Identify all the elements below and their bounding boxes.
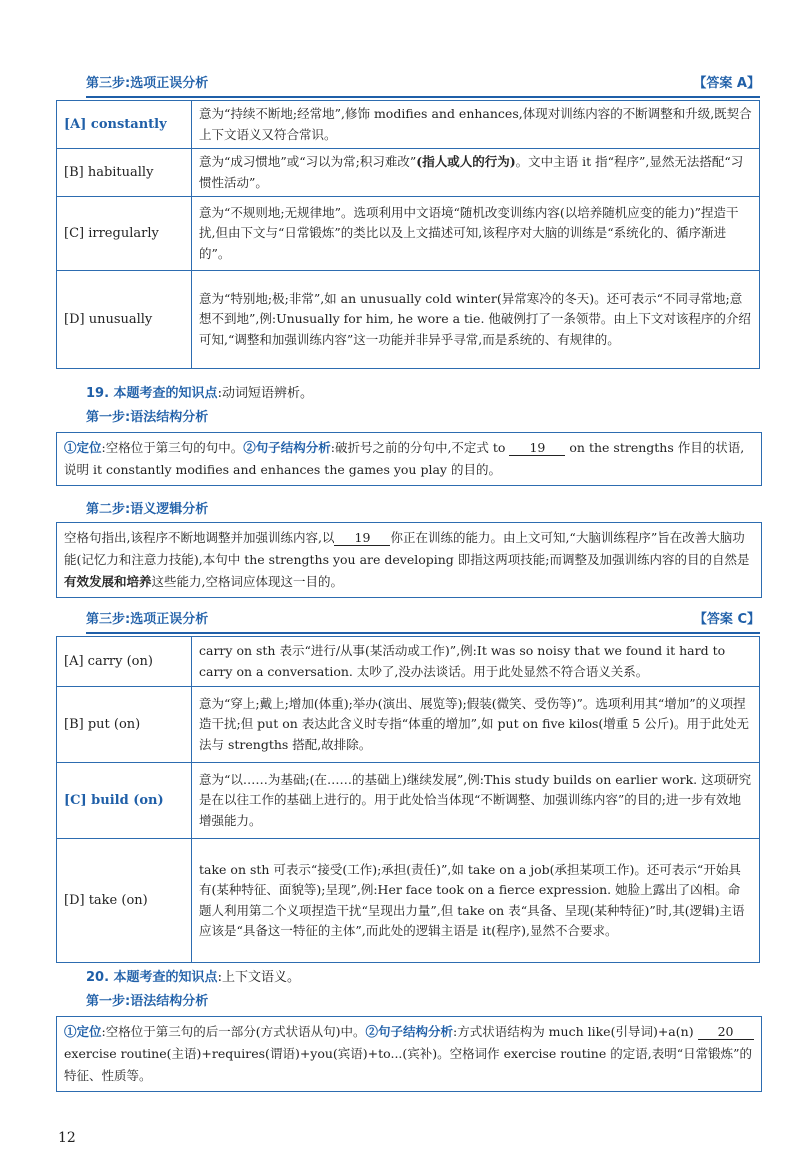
option-desc: 意为“不规则地;无规律地”。选项利用中文语境“随机改变训练内容(以培养随机应变的能力)”捏造干扰,但由下文与“日常锻炼”的类比以及上文描述可知,该程序对大脑的训练是“系统化的、循序渐进的”。 bbox=[192, 197, 760, 271]
q18-step3-title: 第三步:选项正误分析 bbox=[86, 76, 209, 91]
q20-step1-box: ①定位:空格位于第三句的后一部分(方式状语从句)中。②句子结构分析:方式状语结构为 much like(引导词)+a(n) 20 exercise routine(主语)+requires(谓语)+you(宾语)+to...(宾补)。空格词作 exercise routine 的定语,表明“日常锻炼”的特征、性质等。 bbox=[56, 1016, 762, 1092]
page-number: 12 bbox=[58, 1130, 76, 1146]
table-row bbox=[57, 687, 760, 763]
q20-title: 20. 本题考查的知识点:上下文语义。 bbox=[86, 970, 300, 985]
blank-19: 19 bbox=[334, 531, 390, 546]
blank-20: 20 bbox=[698, 1025, 754, 1040]
option-label: [B] habitually bbox=[57, 149, 192, 197]
option-label: [A] carry (on) bbox=[57, 637, 192, 687]
q19-options-table bbox=[56, 636, 760, 963]
q19-step1-title: 第一步:语法结构分析 bbox=[86, 410, 209, 425]
option-desc: 意为“特别地;极;非常”,如 an unusually cold winter(异常寒冷的冬天)。还可表示“不同寻常地;意想不到地”,例:Unusually for him, he wore a tie. 他破例打了一条领带。由上下文对该程序的介绍可知,“调整和加强训练内容”这一功能并非异乎寻常,而是系统的、有规律的。 bbox=[192, 271, 760, 369]
q18-step3-header bbox=[86, 74, 760, 98]
blank-19: 19 bbox=[509, 441, 565, 456]
option-label: [D] unusually bbox=[57, 271, 192, 369]
option-label: [D] take (on) bbox=[57, 839, 192, 963]
option-label: [C] build (on) bbox=[57, 763, 192, 839]
option-desc: take on sth 可表示“接受(工作);承担(责任)”,如 take on a job(承担某项工作)。还可表示“开始具有(某种特征、面貌等);呈现”,例:Her face took on a fierce expression. 她脸上露出了凶相。命题人利用第二个义项捏造干扰“呈现出力量”,但 take on 表“具备、呈现(某种特征)”时,其(逻辑)主语应该是“具备这一特征的主体”,而此处的逻辑主语是 it(程序),显然不合要求。 bbox=[192, 839, 760, 963]
table-row bbox=[57, 149, 760, 197]
option-label: [C] irregularly bbox=[57, 197, 192, 271]
option-label: [B] put (on) bbox=[57, 687, 192, 763]
option-desc: 意为“成习惯地”或“习以为常;积习难改”(指人或人的行为)。文中主语 it 指“程序”,显然无法搭配“习惯性活动”。 bbox=[192, 149, 760, 197]
table-row bbox=[57, 101, 760, 149]
q19-step2-box: 空格句指出,该程序不断地调整并加强训练内容,以 19 你正在训练的能力。由上文可知,“大脑训练程序”旨在改善大脑功能(记忆力和注意力技能),本句中 the strengths you are developing 即指这两项技能;而调整及加强训练内容的目的自然是有效发展和培养这些能力,空格词应体现这一目的。 bbox=[56, 522, 762, 598]
option-desc: carry on sth 表示“进行/从事(某活动或工作)”,例:It was so noisy that we found it hard to carry on a conversation. 太吵了,没办法谈话。用于此处显然不符合语义关系。 bbox=[192, 637, 760, 687]
q18-options-table bbox=[56, 100, 760, 369]
q19-step3-header bbox=[86, 610, 760, 634]
q19-step3-title: 第三步:选项正误分析 bbox=[86, 612, 209, 627]
option-label: [A] constantly bbox=[57, 101, 192, 149]
table-row bbox=[57, 197, 760, 271]
option-desc: 意为“以……为基础;(在……的基础上)继续发展”,例:This study builds on earlier work. 这项研究是在以往工作的基础上进行的。用于此处恰当体现“不断调整、加强训练内容”的目的;进一步有效地增强能力。 bbox=[192, 763, 760, 839]
option-desc: 意为“穿上;戴上;增加(体重);举办(演出、展览等);假装(微笑、受伤等)”。选项利用其“增加”的义项捏造干扰;但 put on 表达此含义时专指“体重的增加”,如 put on five kilos(增重 5 公斤)。用于此处无法与 strengths 搭配,故排除。 bbox=[192, 687, 760, 763]
q19-step2-title: 第二步:语义逻辑分析 bbox=[86, 502, 209, 517]
q19-answer: 【答案 C】 bbox=[693, 612, 760, 627]
table-row bbox=[57, 637, 760, 687]
q19-step1-box: ①定位:空格位于第三句的句中。②句子结构分析:破折号之前的分句中,不定式 to 19 on the strengths 作目的状语,说明 it constantly modifies and enhances the games you play 的目的。 bbox=[56, 432, 762, 486]
option-desc: 意为“持续不断地;经常地”,修饰 modifies and enhances,体现对训练内容的不断调整和升级,既契合上下文语义又符合常识。 bbox=[192, 101, 760, 149]
table-row bbox=[57, 763, 760, 839]
table-row bbox=[57, 839, 760, 963]
q19-title: 19. 本题考查的知识点:动词短语辨析。 bbox=[86, 386, 313, 401]
table-row bbox=[57, 271, 760, 369]
q18-answer: 【答案 A】 bbox=[693, 76, 760, 91]
q20-step1-title: 第一步:语法结构分析 bbox=[86, 994, 209, 1009]
